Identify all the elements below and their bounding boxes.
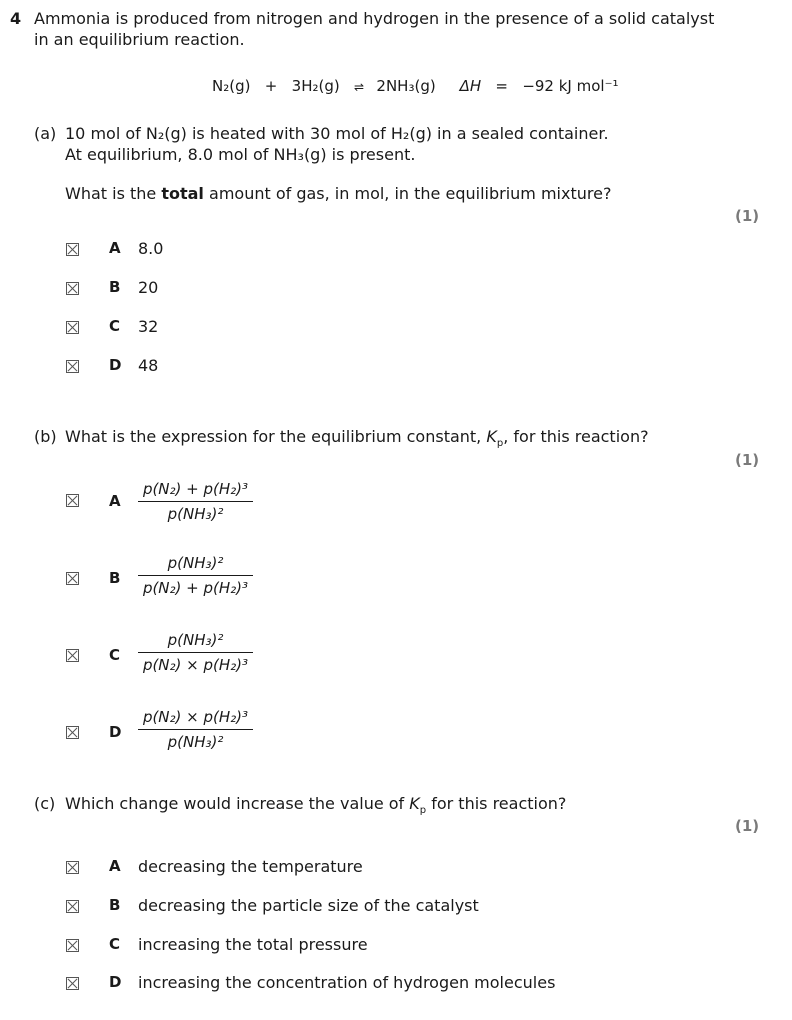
- option-letter: D: [109, 356, 122, 374]
- part-b-question-post: , for this reaction?: [503, 427, 649, 446]
- option-letter: D: [109, 973, 122, 991]
- question-intro-line1: Ammonia is produced from nitrogen and hydrogen in the presence of a solid catalyst: [34, 9, 715, 28]
- question-number: 4: [10, 9, 22, 28]
- reaction-equation: [212, 77, 619, 95]
- part-a-question-pre: What is the: [65, 184, 162, 203]
- fraction: [138, 708, 253, 751]
- option-text: increasing the concentration of hydrogen molecules: [138, 973, 556, 992]
- equation-dh-value: −92 kJ mol⁻¹: [522, 77, 619, 95]
- equation-equals: =: [495, 77, 508, 95]
- numerator: p(N₂) × p(H₂)³: [142, 708, 249, 726]
- option-letter: B: [109, 896, 121, 914]
- fraction: [138, 554, 253, 597]
- part-c-question-post: for this reaction?: [426, 794, 567, 813]
- checkbox-b[interactable]: [66, 572, 79, 585]
- option-text: decreasing the temperature: [138, 857, 363, 876]
- checkbox-a[interactable]: [66, 861, 79, 874]
- part-c-label: (c): [34, 794, 56, 813]
- question-intro-line2: in an equilibrium reaction.: [34, 30, 245, 49]
- part-a-line1: 10 mol of N₂(g) is heated with 30 mol of H₂(g) in a sealed container.: [65, 124, 609, 143]
- fraction: [138, 480, 253, 523]
- part-b-question: [65, 427, 649, 454]
- checkbox-d[interactable]: [66, 726, 79, 739]
- denominator: p(NH₃)²: [167, 505, 224, 523]
- checkbox-d[interactable]: [66, 977, 79, 990]
- fraction: [138, 631, 253, 674]
- option-text: 32: [138, 317, 159, 336]
- part-c-kp-sub: p: [419, 805, 427, 817]
- part-c-kp: K: [409, 794, 420, 813]
- fraction-bar: [138, 575, 253, 576]
- option-text: 8.0: [138, 239, 164, 258]
- checkbox-a[interactable]: [66, 243, 79, 256]
- checkbox-b[interactable]: [66, 282, 79, 295]
- checkbox-c[interactable]: [66, 321, 79, 334]
- fraction-bar: [138, 501, 253, 502]
- checkbox-c[interactable]: [66, 649, 79, 662]
- equation-dh-label: ΔH: [459, 77, 482, 95]
- part-b-question-pre: What is the expression for the equilibrium constant,: [65, 427, 487, 446]
- option-text: increasing the total pressure: [138, 935, 368, 954]
- option-text: 20: [138, 278, 159, 297]
- equilibrium-arrow-icon: ⇌: [354, 80, 363, 94]
- part-b-kp-sub: p: [496, 438, 504, 450]
- part-c-marks: (1): [735, 817, 760, 835]
- numerator: p(N₂) + p(H₂)³: [142, 480, 249, 498]
- option-text: 48: [138, 356, 159, 375]
- checkbox-d[interactable]: [66, 360, 79, 373]
- option-letter: C: [109, 935, 121, 953]
- part-b-marks: (1): [735, 451, 760, 469]
- option-letter: A: [109, 492, 121, 510]
- equation-plus: +: [264, 77, 278, 95]
- part-c-question-pre: Which change would increase the value of: [65, 794, 410, 813]
- option-letter: C: [109, 646, 121, 664]
- equation-reactant2: 3H₂(g): [291, 77, 340, 95]
- option-letter: A: [109, 239, 121, 257]
- option-letter: C: [109, 317, 121, 335]
- part-a-marks: (1): [735, 207, 760, 225]
- part-a-question-bold: total: [161, 184, 204, 203]
- option-letter: A: [109, 857, 121, 875]
- numerator: p(NH₃)²: [167, 631, 224, 649]
- part-a-label: (a): [34, 124, 57, 143]
- option-text: decreasing the particle size of the catalyst: [138, 896, 479, 915]
- equation-product: 2NH₃(g): [376, 77, 436, 95]
- option-letter: B: [109, 569, 121, 587]
- equation-reactant1: N₂(g): [212, 77, 251, 95]
- part-b-kp: K: [486, 427, 497, 446]
- part-b-label: (b): [34, 427, 57, 446]
- fraction-bar: [138, 652, 253, 653]
- checkbox-a[interactable]: [66, 494, 79, 507]
- part-c-question: [65, 794, 566, 821]
- option-letter: B: [109, 278, 121, 296]
- part-a-line2: At equilibrium, 8.0 mol of NH₃(g) is present.: [65, 145, 416, 164]
- checkbox-c[interactable]: [66, 939, 79, 952]
- denominator: p(N₂) × p(H₂)³: [142, 656, 249, 674]
- part-a-question: [65, 184, 611, 204]
- numerator: p(NH₃)²: [167, 554, 224, 572]
- denominator: p(NH₃)²: [167, 733, 224, 751]
- checkbox-b[interactable]: [66, 900, 79, 913]
- fraction-bar: [138, 729, 253, 730]
- option-letter: D: [109, 723, 122, 741]
- part-a-question-post: amount of gas, in mol, in the equilibrium mixture?: [203, 184, 612, 203]
- denominator: p(N₂) + p(H₂)³: [142, 579, 249, 597]
